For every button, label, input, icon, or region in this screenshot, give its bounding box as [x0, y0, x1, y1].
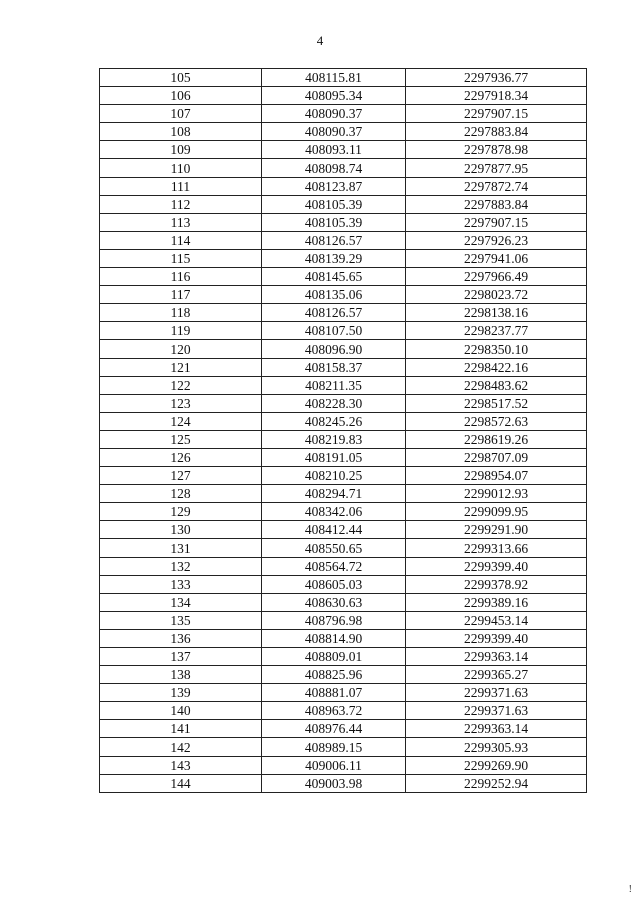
point-number-cell: 141	[100, 720, 262, 738]
x-coordinate-cell: 408126.57	[262, 231, 406, 249]
table-row	[100, 340, 587, 358]
table-row	[100, 358, 587, 376]
table-row	[100, 557, 587, 575]
x-coordinate-cell: 408115.81	[262, 69, 406, 87]
y-coordinate-cell: 2299371.63	[406, 702, 587, 720]
table-row	[100, 575, 587, 593]
y-coordinate-cell: 2297883.84	[406, 195, 587, 213]
x-coordinate-cell: 408294.71	[262, 485, 406, 503]
point-number-cell: 111	[100, 177, 262, 195]
table-row	[100, 249, 587, 267]
y-coordinate-cell: 2297918.34	[406, 87, 587, 105]
table-row	[100, 666, 587, 684]
x-coordinate-cell: 408096.90	[262, 340, 406, 358]
y-coordinate-cell: 2297877.95	[406, 159, 587, 177]
x-coordinate-cell: 408191.05	[262, 448, 406, 466]
y-coordinate-cell: 2297936.77	[406, 69, 587, 87]
table-row	[100, 485, 587, 503]
table-row	[100, 195, 587, 213]
table-row	[100, 286, 587, 304]
point-number-cell: 122	[100, 376, 262, 394]
y-coordinate-cell: 2298422.16	[406, 358, 587, 376]
table-row	[100, 159, 587, 177]
point-number-cell: 105	[100, 69, 262, 87]
table-row	[100, 593, 587, 611]
x-coordinate-cell: 408825.96	[262, 666, 406, 684]
point-number-cell: 135	[100, 611, 262, 629]
table-row	[100, 648, 587, 666]
point-number-cell: 121	[100, 358, 262, 376]
y-coordinate-cell: 2299378.92	[406, 575, 587, 593]
point-number-cell: 124	[100, 412, 262, 430]
y-coordinate-cell: 2299291.90	[406, 521, 587, 539]
x-coordinate-cell: 408095.34	[262, 87, 406, 105]
y-coordinate-cell: 2298707.09	[406, 448, 587, 466]
point-number-cell: 132	[100, 557, 262, 575]
y-coordinate-cell: 2299365.27	[406, 666, 587, 684]
x-coordinate-cell: 408796.98	[262, 611, 406, 629]
y-coordinate-cell: 2299252.94	[406, 774, 587, 792]
point-number-cell: 138	[100, 666, 262, 684]
x-coordinate-cell: 408989.15	[262, 738, 406, 756]
x-coordinate-cell: 408123.87	[262, 177, 406, 195]
y-coordinate-cell: 2299363.14	[406, 720, 587, 738]
point-number-cell: 106	[100, 87, 262, 105]
y-coordinate-cell: 2299305.93	[406, 738, 587, 756]
x-coordinate-cell: 408135.06	[262, 286, 406, 304]
point-number-cell: 126	[100, 448, 262, 466]
x-coordinate-cell: 408564.72	[262, 557, 406, 575]
y-coordinate-cell: 2298619.26	[406, 430, 587, 448]
x-coordinate-cell: 408210.25	[262, 467, 406, 485]
point-number-cell: 108	[100, 123, 262, 141]
point-number-cell: 109	[100, 141, 262, 159]
table-row	[100, 720, 587, 738]
x-coordinate-cell: 408145.65	[262, 268, 406, 286]
point-number-cell: 119	[100, 322, 262, 340]
y-coordinate-cell: 2299099.95	[406, 503, 587, 521]
x-coordinate-cell: 408550.65	[262, 539, 406, 557]
point-number-cell: 114	[100, 231, 262, 249]
point-number-cell: 123	[100, 394, 262, 412]
x-coordinate-cell: 408090.37	[262, 123, 406, 141]
y-coordinate-cell: 2298138.16	[406, 304, 587, 322]
x-coordinate-cell: 408158.37	[262, 358, 406, 376]
y-coordinate-cell: 2297926.23	[406, 231, 587, 249]
x-coordinate-cell: 408093.11	[262, 141, 406, 159]
point-number-cell: 133	[100, 575, 262, 593]
table-row	[100, 213, 587, 231]
y-coordinate-cell: 2297941.06	[406, 249, 587, 267]
y-coordinate-cell: 2299371.63	[406, 684, 587, 702]
x-coordinate-cell: 408814.90	[262, 629, 406, 647]
point-number-cell: 118	[100, 304, 262, 322]
table-row	[100, 539, 587, 557]
x-coordinate-cell: 408605.03	[262, 575, 406, 593]
point-number-cell: 129	[100, 503, 262, 521]
x-coordinate-cell: 408211.35	[262, 376, 406, 394]
table-row	[100, 412, 587, 430]
point-number-cell: 117	[100, 286, 262, 304]
table-row	[100, 738, 587, 756]
point-number-cell: 110	[100, 159, 262, 177]
y-coordinate-cell: 2297966.49	[406, 268, 587, 286]
x-coordinate-cell: 408105.39	[262, 213, 406, 231]
table-row	[100, 322, 587, 340]
table-row	[100, 611, 587, 629]
point-number-cell: 115	[100, 249, 262, 267]
y-coordinate-cell: 2299399.40	[406, 557, 587, 575]
table-row	[100, 123, 587, 141]
y-coordinate-cell: 2299313.66	[406, 539, 587, 557]
x-coordinate-cell: 409003.98	[262, 774, 406, 792]
table-row	[100, 448, 587, 466]
y-coordinate-cell: 2298023.72	[406, 286, 587, 304]
point-number-cell: 136	[100, 629, 262, 647]
y-coordinate-cell: 2299269.90	[406, 756, 587, 774]
x-coordinate-cell: 408126.57	[262, 304, 406, 322]
edge-mark: !	[628, 884, 632, 895]
table-row	[100, 629, 587, 647]
point-number-cell: 116	[100, 268, 262, 286]
point-number-cell: 131	[100, 539, 262, 557]
y-coordinate-cell: 2298483.62	[406, 376, 587, 394]
y-coordinate-cell: 2298237.77	[406, 322, 587, 340]
table-row	[100, 87, 587, 105]
table-row	[100, 304, 587, 322]
point-number-cell: 125	[100, 430, 262, 448]
y-coordinate-cell: 2298517.52	[406, 394, 587, 412]
x-coordinate-cell: 408139.29	[262, 249, 406, 267]
table-row	[100, 394, 587, 412]
y-coordinate-cell: 2297907.15	[406, 213, 587, 231]
point-number-cell: 137	[100, 648, 262, 666]
y-coordinate-cell: 2298572.63	[406, 412, 587, 430]
y-coordinate-cell: 2297883.84	[406, 123, 587, 141]
table-row	[100, 177, 587, 195]
table-row	[100, 376, 587, 394]
point-number-cell: 134	[100, 593, 262, 611]
x-coordinate-cell: 409006.11	[262, 756, 406, 774]
point-number-cell: 140	[100, 702, 262, 720]
coordinates-table-body	[100, 69, 587, 793]
point-number-cell: 143	[100, 756, 262, 774]
x-coordinate-cell: 408963.72	[262, 702, 406, 720]
x-coordinate-cell: 408105.39	[262, 195, 406, 213]
x-coordinate-cell: 408630.63	[262, 593, 406, 611]
x-coordinate-cell: 408976.44	[262, 720, 406, 738]
table-row	[100, 503, 587, 521]
x-coordinate-cell: 408809.01	[262, 648, 406, 666]
point-number-cell: 127	[100, 467, 262, 485]
page-number: 4	[316, 33, 324, 48]
y-coordinate-cell: 2297872.74	[406, 177, 587, 195]
point-number-cell: 144	[100, 774, 262, 792]
x-coordinate-cell: 408219.83	[262, 430, 406, 448]
x-coordinate-cell: 408412.44	[262, 521, 406, 539]
x-coordinate-cell: 408228.30	[262, 394, 406, 412]
coordinates-table	[99, 68, 587, 793]
table-row	[100, 684, 587, 702]
x-coordinate-cell: 408881.07	[262, 684, 406, 702]
table-row	[100, 141, 587, 159]
point-number-cell: 128	[100, 485, 262, 503]
point-number-cell: 112	[100, 195, 262, 213]
y-coordinate-cell: 2298350.10	[406, 340, 587, 358]
point-number-cell: 139	[100, 684, 262, 702]
x-coordinate-cell: 408098.74	[262, 159, 406, 177]
y-coordinate-cell: 2298954.07	[406, 467, 587, 485]
x-coordinate-cell: 408245.26	[262, 412, 406, 430]
y-coordinate-cell: 2299399.40	[406, 629, 587, 647]
point-number-cell: 113	[100, 213, 262, 231]
point-number-cell: 120	[100, 340, 262, 358]
point-number-cell: 142	[100, 738, 262, 756]
y-coordinate-cell: 2299389.16	[406, 593, 587, 611]
y-coordinate-cell: 2297907.15	[406, 105, 587, 123]
x-coordinate-cell: 408342.06	[262, 503, 406, 521]
table-row	[100, 268, 587, 286]
y-coordinate-cell: 2299012.93	[406, 485, 587, 503]
point-number-cell: 130	[100, 521, 262, 539]
x-coordinate-cell: 408090.37	[262, 105, 406, 123]
table-row	[100, 521, 587, 539]
y-coordinate-cell: 2297878.98	[406, 141, 587, 159]
x-coordinate-cell: 408107.50	[262, 322, 406, 340]
y-coordinate-cell: 2299453.14	[406, 611, 587, 629]
table-row	[100, 69, 587, 87]
y-coordinate-cell: 2299363.14	[406, 648, 587, 666]
table-row	[100, 774, 587, 792]
table-row	[100, 756, 587, 774]
table-row	[100, 231, 587, 249]
table-row	[100, 467, 587, 485]
table-row	[100, 702, 587, 720]
point-number-cell: 107	[100, 105, 262, 123]
table-row	[100, 105, 587, 123]
table-row	[100, 430, 587, 448]
